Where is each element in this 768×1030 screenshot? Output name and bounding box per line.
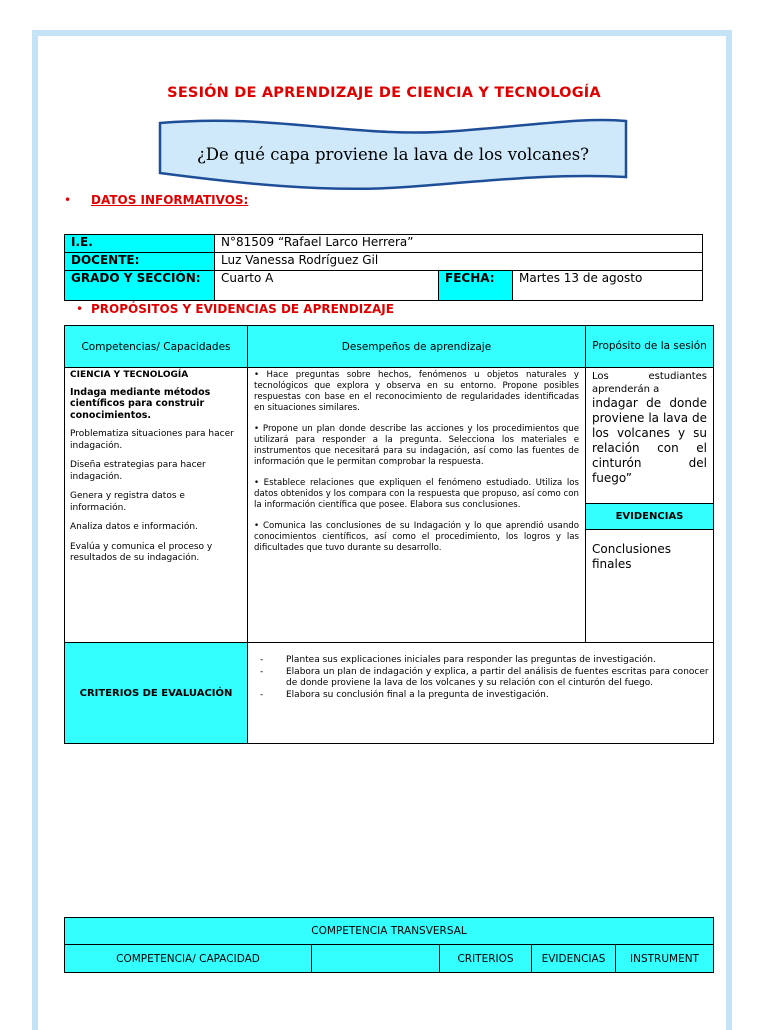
transversal-competencia: COMPETENCIA/ CAPACIDAD <box>65 945 312 973</box>
competencia-text: Indaga mediante métodos científicos para construir conocimientos. <box>70 386 211 421</box>
evidencias-value: Conclusiones finales <box>586 530 714 643</box>
criterio-item: - Elabora su conclusión final a la pregunta de investigación. <box>286 690 709 702</box>
datos-heading: DATOS INFORMATIVOS: <box>91 193 249 207</box>
proposito-text: indagar de donde proviene la lava de los volcanes y su relación con el cinturón del fuego” <box>592 396 707 485</box>
grado-value: Cuarto A <box>215 271 439 301</box>
transversal-evidencias: EVIDENCIAS <box>532 945 616 973</box>
docente-value: Luz Vanessa Rodríguez Gil <box>215 253 703 271</box>
capacidad-item: Diseña estrategias para hacer indagación. <box>70 460 206 482</box>
fecha-label: FECHA: <box>439 271 513 301</box>
transversal-empty <box>312 945 440 973</box>
header-proposito: Propósito de la sesión <box>586 326 714 368</box>
criterios-list <box>252 655 709 701</box>
competencias-cell <box>65 368 248 643</box>
capacidad-item: Evalúa y comunica el proceso y resultados de su indagación. <box>70 541 213 563</box>
area-label: CIENCIA Y TECNOLOGÍA <box>70 370 189 380</box>
proposito-intro: Los estudiantes aprenderán a <box>592 371 707 395</box>
question-banner <box>156 117 630 197</box>
grado-label: GRADO Y SECCIÓN: <box>65 271 215 301</box>
info-table <box>64 234 703 301</box>
bullet-icon: • <box>76 302 84 316</box>
bullet-icon: • <box>64 193 72 207</box>
ie-value: N°81509 “Rafael Larco Herrera” <box>215 235 703 253</box>
evidencias-label: EVIDENCIAS <box>586 504 714 530</box>
capacidad-item: Analiza datos e información. <box>70 522 198 532</box>
criterio-item: - Elabora un plan de indagación y explica, a partir del análisis de fuentes escritas para conocer de donde proviene la lava de los volcanes y su relación con el cinturón del fuego. <box>286 667 709 690</box>
ie-label: I.E. <box>65 235 215 253</box>
session-title: SESIÓN DE APRENDIZAJE DE CIENCIA Y TECNOLOGÍA <box>167 85 601 101</box>
propositos-heading: PROPÓSITOS Y EVIDENCIAS DE APRENDIZAJE <box>91 302 394 316</box>
header-competencias: Competencias/ Capacidades <box>65 326 248 368</box>
desempenos-cell <box>248 368 586 643</box>
desempeno-item: • Establece relaciones que expliquen el fenómeno estudiado. Utiliza los datos obtenidos y los compara con la respuesta que propuso, así como con la información científica que posee. Elabora sus conclusiones. <box>254 478 579 510</box>
criterios-cell <box>248 643 714 744</box>
competencias-table <box>64 325 714 744</box>
header-desempenos: Desempeños de aprendizaje <box>248 326 586 368</box>
transversal-instrument: INSTRUMENT <box>616 945 714 973</box>
transversal-table <box>64 917 714 973</box>
desempeno-item: • Propone un plan donde describe las acciones y los procedimientos que utilizará para responder a la pregunta. Selecciona los materiales e instrumentos que necesitará para su indagación, así como las fuentes de información que le permitan comprobar la respuesta. <box>254 424 579 467</box>
banner-question: ¿De qué capa proviene la lava de los volcanes? <box>196 145 590 164</box>
desempeno-item: • Comunica las conclusiones de su Indagación y lo que aprendió usando conocimientos científicos, así como el procedimiento, los logros y las dificultades que tuvo durante su desarrollo. <box>254 521 579 553</box>
criterio-item: - Plantea sus explicaciones iniciales para responder las preguntas de investigación. <box>286 655 709 667</box>
proposito-cell <box>586 368 714 504</box>
fecha-value: Martes 13 de agosto <box>513 271 703 301</box>
docente-label: DOCENTE: <box>65 253 215 271</box>
desempeno-item: • Hace preguntas sobre hechos, fenómenos u objetos naturales y tecnológicos que explora y observa en su entorno. Propone posibles respuestas con base en el reconocimiento de regularidades identificadas en situaciones similares. <box>254 370 579 413</box>
criterios-label: CRITERIOS DE EVALUACIÓN <box>65 643 248 744</box>
capacidad-item: Genera y registra datos e información. <box>70 491 185 513</box>
transversal-criterios: CRITERIOS <box>440 945 532 973</box>
capacidad-item: Problematiza situaciones para hacer indagación. <box>70 429 234 451</box>
transversal-title: COMPETENCIA TRANSVERSAL <box>65 918 714 945</box>
